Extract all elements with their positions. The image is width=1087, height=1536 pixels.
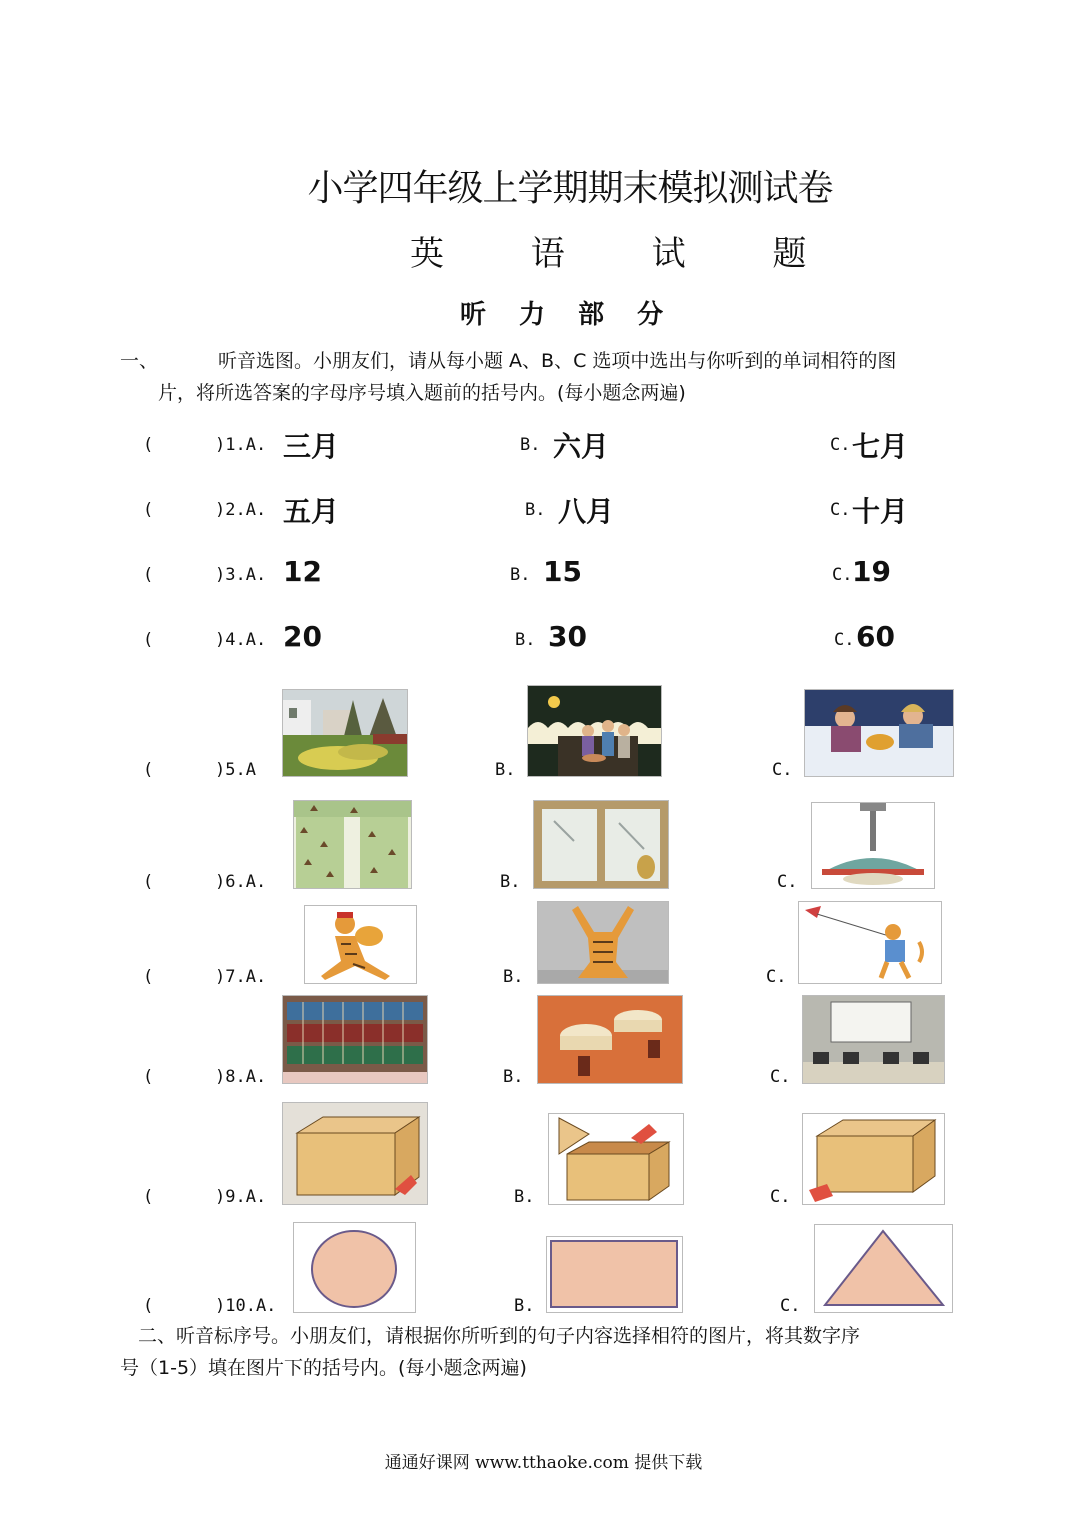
- option-a: 20: [283, 620, 322, 653]
- question-number: )1.A.: [215, 435, 267, 455]
- part1-number: 一、: [120, 350, 159, 372]
- question-number: )6.A.: [215, 872, 267, 892]
- computer-room-picture: [802, 995, 945, 1084]
- part1-line1: 听音选图。小朋友们，请从每小题 A、B、C 选项中选出与你听到的单词相符的图: [218, 350, 897, 372]
- spring-garden-picture: [282, 689, 408, 777]
- box-in-picture: [548, 1113, 684, 1205]
- box-behind-picture: [282, 1102, 428, 1205]
- question-number: )2.A.: [215, 500, 267, 520]
- answer-paren-open[interactable]: (: [143, 872, 154, 892]
- question-row: [0, 425, 1087, 465]
- tiger-handstand-picture: [537, 901, 669, 984]
- part1-line2: 片，将所选答案的字母序号填入题前的括号内。(每小题念两遍): [158, 382, 686, 404]
- box-under-picture: [802, 1113, 945, 1205]
- answer-paren-open[interactable]: (: [143, 1067, 154, 1087]
- option-c: 60: [856, 620, 895, 653]
- tiger-ball-picture: [304, 905, 417, 984]
- answer-paren-open[interactable]: (: [143, 1296, 154, 1316]
- question-row: [0, 555, 1087, 595]
- question-number: )3.A.: [215, 565, 267, 585]
- option-b: 八月: [558, 495, 615, 528]
- option-c: 十月: [852, 495, 909, 528]
- option-c-label: C.: [830, 435, 851, 455]
- night-family-picture: [527, 685, 662, 777]
- option-a: 五月: [283, 495, 340, 528]
- part2-line1: 二、听音标序号。小朋友们，请根据你所听到的句子内容选择相符的图片，将其数字序: [138, 1325, 861, 1347]
- option-c-label: C.: [770, 1187, 791, 1207]
- option-c: 七月: [852, 430, 909, 463]
- canteen-tables-picture: [537, 995, 683, 1084]
- option-b-label: B.: [500, 872, 521, 892]
- question-number: )4.A.: [215, 630, 267, 650]
- option-c-label: C.: [770, 1067, 791, 1087]
- option-a: 12: [283, 555, 322, 588]
- answer-paren-open[interactable]: (: [143, 500, 154, 520]
- exam-title: 小学四年级上学期期末模拟测试卷: [307, 168, 833, 209]
- option-c-label: C.: [832, 565, 853, 585]
- snow-play-picture: [804, 689, 954, 777]
- section-heading: 听 力 部 分: [460, 300, 676, 330]
- option-c-label: C.: [766, 967, 787, 987]
- ceiling-lamp-picture: [811, 802, 935, 889]
- answer-paren-open[interactable]: (: [143, 760, 154, 780]
- footer-credit: 通通好课网 www.tthaoke.com 提供下载: [384, 1453, 703, 1473]
- library-bookshelf-picture: [282, 995, 428, 1084]
- option-b-label: B.: [503, 1067, 524, 1087]
- answer-paren-open[interactable]: (: [143, 630, 154, 650]
- window-picture: [533, 800, 669, 889]
- option-c-label: C.: [777, 872, 798, 892]
- exam-subtitle: 英 语 试 题: [410, 234, 845, 274]
- triangle-shape-picture: [814, 1224, 953, 1313]
- option-c: 19: [852, 555, 891, 588]
- part1-instructions: [120, 345, 980, 409]
- option-b-label: B.: [503, 967, 524, 987]
- question-row: [0, 620, 1087, 660]
- option-c-label: C.: [830, 500, 851, 520]
- option-b-label: B.: [510, 565, 531, 585]
- option-b-label: B.: [520, 435, 541, 455]
- answer-paren-open[interactable]: (: [143, 435, 154, 455]
- answer-paren-open[interactable]: (: [143, 565, 154, 585]
- part2-instructions: [120, 1320, 980, 1384]
- answer-paren-open[interactable]: (: [143, 967, 154, 987]
- option-b: 六月: [553, 430, 610, 463]
- option-b: 15: [543, 555, 582, 588]
- option-b-label: B.: [525, 500, 546, 520]
- question-number: )10.A.: [215, 1296, 277, 1316]
- question-number: )8.A.: [215, 1067, 267, 1087]
- option-a: 三月: [283, 430, 340, 463]
- option-c-label: C.: [834, 630, 855, 650]
- rectangle-shape-picture: [546, 1236, 683, 1313]
- option-b: 30: [548, 620, 587, 653]
- question-number: )7.A.: [215, 967, 267, 987]
- curtains-picture: [293, 800, 412, 889]
- option-b-label: B.: [514, 1187, 535, 1207]
- option-c-label: C.: [780, 1296, 801, 1316]
- question-number: )5.A: [215, 760, 256, 780]
- circle-shape-picture: [293, 1222, 416, 1313]
- option-b-label: B.: [514, 1296, 535, 1316]
- option-b-label: B.: [495, 760, 516, 780]
- part2-line2: 号（1-5）填在图片下的括号内。(每小题念两遍): [120, 1357, 527, 1379]
- answer-paren-open[interactable]: (: [143, 1187, 154, 1207]
- question-number: )9.A.: [215, 1187, 267, 1207]
- question-row: [0, 490, 1087, 530]
- tiger-kite-picture: [798, 901, 942, 984]
- option-b-label: B.: [515, 630, 536, 650]
- option-c-label: C.: [772, 760, 793, 780]
